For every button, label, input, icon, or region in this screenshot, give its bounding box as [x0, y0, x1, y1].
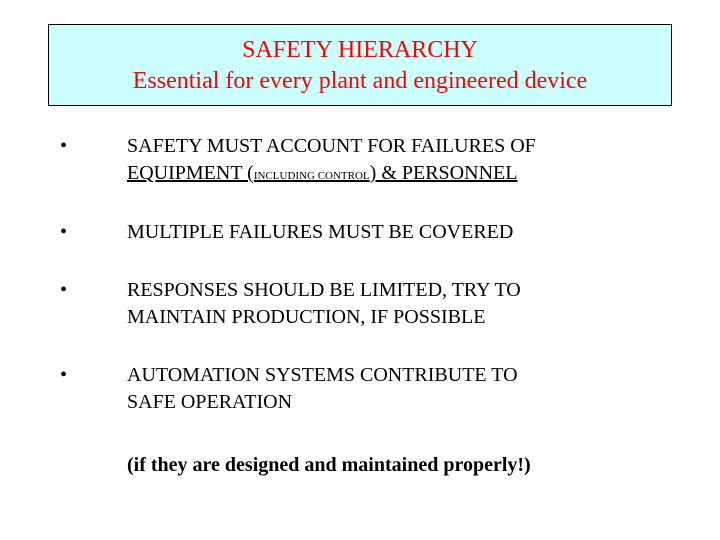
bullet-symbol: • [60, 279, 68, 301]
bullet-text [127, 277, 687, 331]
bullet-line-suffix: ) & PERSONNEL [369, 162, 518, 184]
bullet-line-small: INCLUDING CONTROL [253, 170, 370, 182]
bullet-symbol: • [60, 135, 68, 157]
bullet-text [127, 362, 687, 416]
bullet-line: RESPONSES SHOULD BE LIMITED, TRY TO [127, 279, 521, 301]
bullet-line-prefix: EQUIPMENT ( [127, 162, 254, 184]
page-subtitle: Essential for every plant and engineered device [132, 68, 588, 94]
bullet-line: SAFE OPERATION [127, 391, 293, 413]
bullet-line: SAFETY MUST ACCOUNT FOR FAILURES OF [127, 135, 536, 157]
bullet-symbol: • [60, 364, 68, 386]
page-title: SAFETY HIERARCHY [242, 37, 478, 63]
bullet-text [127, 219, 687, 246]
bullet-line: MAINTAIN PRODUCTION, IF POSSIBLE [127, 306, 486, 328]
bullet-text [127, 133, 687, 190]
footnote: (if they are designed and maintained properly!) [127, 454, 531, 476]
bullet-line-underlined [127, 162, 517, 184]
bullet-line: AUTOMATION SYSTEMS CONTRIBUTE TO [127, 364, 518, 386]
bullet-line: MULTIPLE FAILURES MUST BE COVERED [127, 221, 514, 243]
bullet-symbol: • [60, 221, 68, 243]
